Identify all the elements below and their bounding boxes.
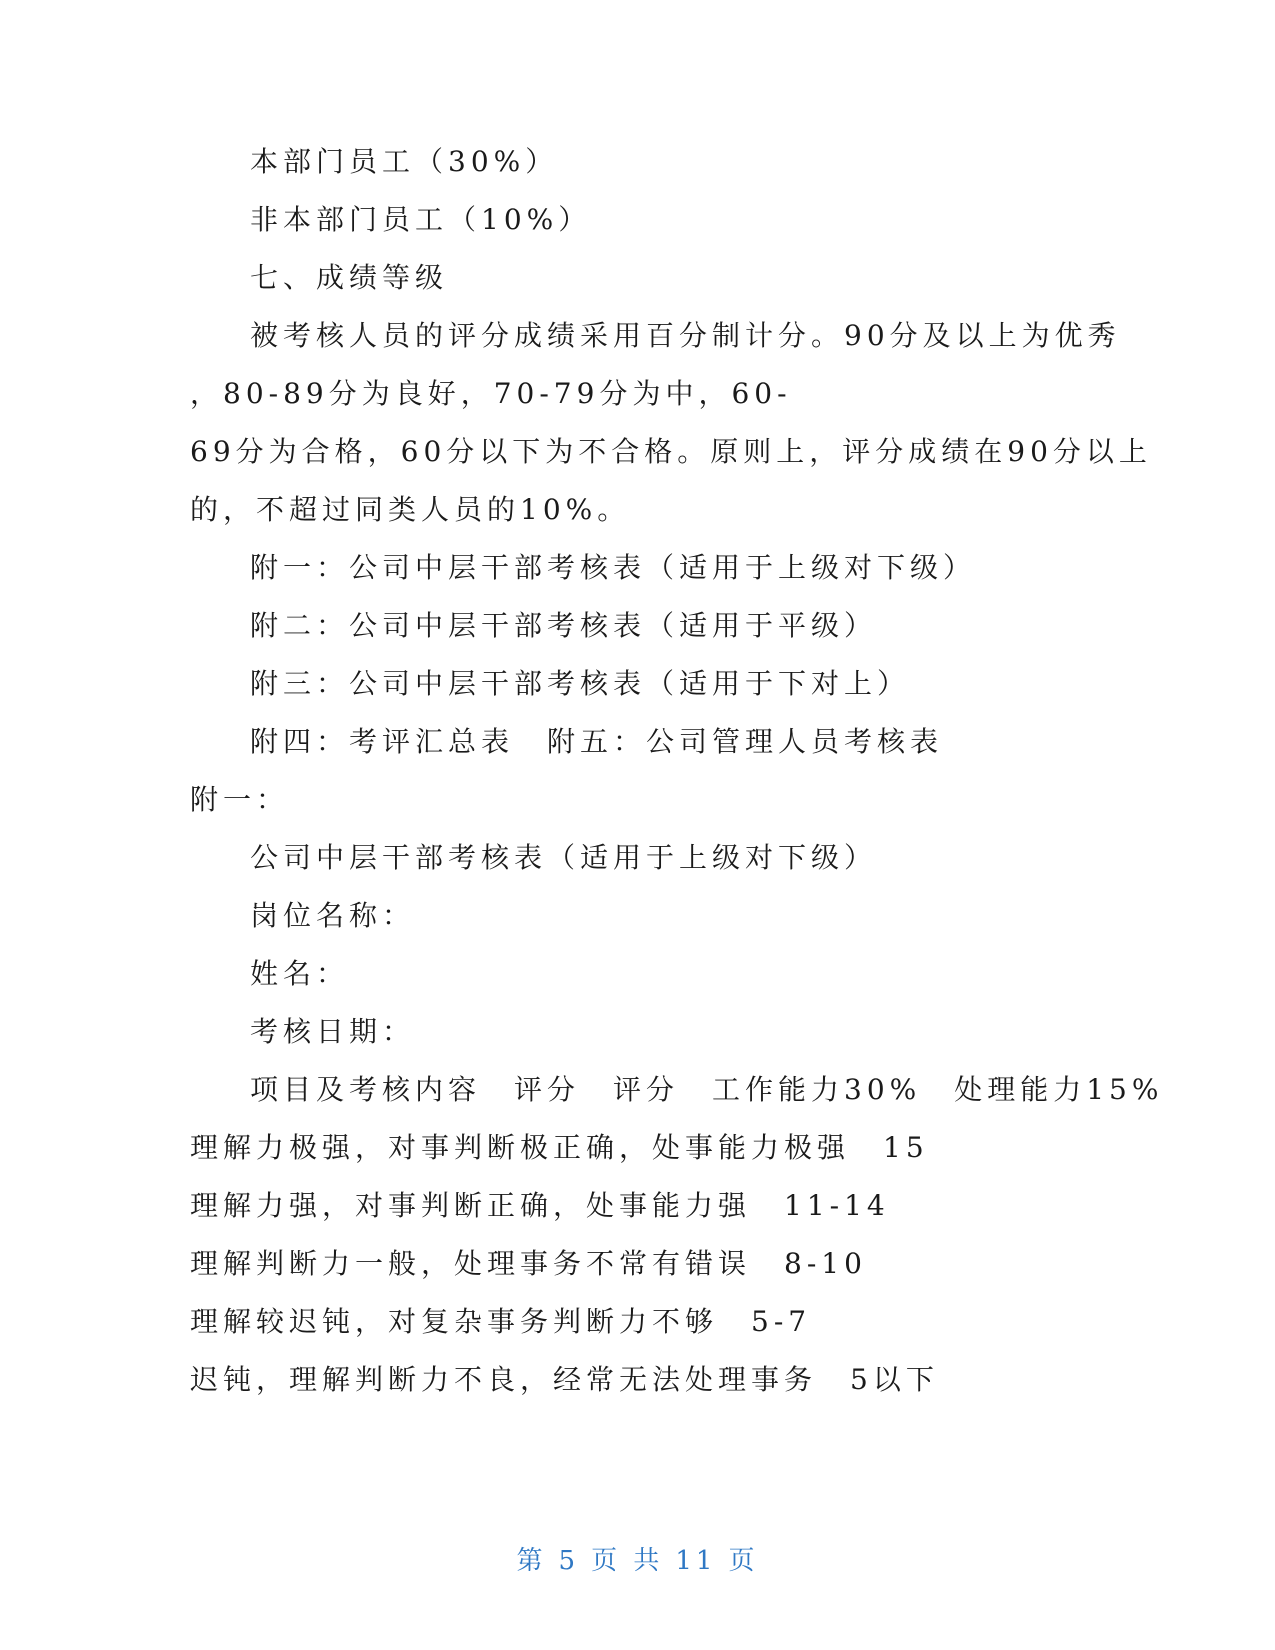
table-header-line: 项目及考核内容 评分 评分 工作能力30% 处理能力15% <box>250 1073 1164 1106</box>
form-field-label: 岗位名称： <box>250 899 416 932</box>
table-row: 迟钝，理解判断力不良，经常无法处理事务 5以下 <box>190 1363 939 1396</box>
table-row: 理解力强，对事判断正确，处事能力强 11-14 <box>190 1189 890 1222</box>
text-line: 被考核人员的评分成绩采用百分制计分。90分及以上为优秀 <box>250 319 1121 352</box>
footer-middle: 页 共 <box>591 1546 664 1576</box>
form-field-label: 考核日期： <box>250 1015 416 1048</box>
footer-current-page: 5 <box>558 1546 580 1576</box>
table-row: 理解较迟钝，对复杂事务判断力不够 5-7 <box>190 1305 812 1338</box>
text-line: 非本部门员工（10%） <box>250 203 592 236</box>
page-footer <box>0 1540 1275 1577</box>
appendix-item: 附一：公司中层干部考核表（适用于上级对下级） <box>250 551 977 584</box>
appendix-item: 附四：考评汇总表 附五：公司管理人员考核表 <box>250 725 944 758</box>
form-field-label: 姓名： <box>250 957 350 990</box>
footer-suffix: 页 <box>728 1546 759 1576</box>
table-row: 理解力极强，对事判断极正确，处事能力极强 15 <box>190 1131 929 1164</box>
footer-prefix: 第 <box>516 1546 547 1576</box>
text-line: 本部门员工（30%） <box>250 145 559 178</box>
text-line: 69分为合格，60分以下为不合格。原则上，评分成绩在90分以上 <box>190 435 1152 468</box>
section-heading: 七、成绩等级 <box>250 261 449 294</box>
table-row: 理解判断力一般，处理事务不常有错误 8-10 <box>190 1247 867 1280</box>
footer-total-pages: 11 <box>675 1546 717 1576</box>
appendix-item: 附三：公司中层干部考核表（适用于下对上） <box>250 667 911 700</box>
text-line: 的，不超过同类人员的10%。 <box>190 493 631 526</box>
text-line: ，80-89分为良好，70-79分为中，60- <box>190 377 792 410</box>
appendix-item: 附二：公司中层干部考核表（适用于平级） <box>250 609 878 642</box>
appendix-label: 附一： <box>190 783 290 816</box>
form-title: 公司中层干部考核表（适用于上级对下级） <box>250 841 878 874</box>
